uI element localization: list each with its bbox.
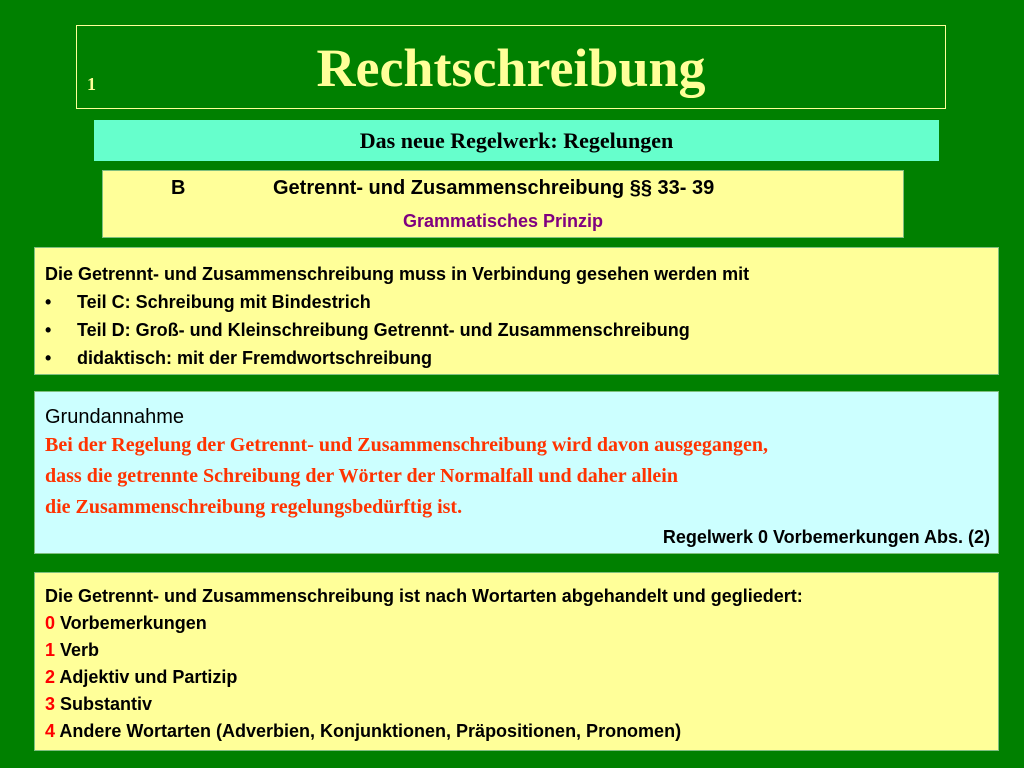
list-item-text: didaktisch: mit der Fremdwortschreibung (77, 348, 433, 368)
bullet-icon: • (45, 320, 52, 340)
list-item (45, 610, 988, 637)
item-text: Adjektiv und Partizip (55, 667, 238, 687)
related-parts-intro: Die Getrennt- und Zusammenschreibung muss in Verbindung gesehen werden mit (45, 264, 750, 284)
subtitle-bar: Das neue Regelwerk: Regelungen (94, 120, 939, 161)
title-frame (76, 25, 946, 109)
list-item (45, 691, 988, 718)
item-text: Vorbemerkungen (55, 613, 207, 633)
list-item (45, 344, 988, 372)
list-item-text: Teil C: Schreibung mit Bindestrich (77, 292, 371, 312)
section-letter: B (171, 177, 186, 199)
list-item (45, 637, 988, 664)
section-heading-line (103, 171, 903, 205)
page-title: Rechtschreibung (316, 38, 706, 98)
item-number: 3 (45, 694, 56, 714)
item-text: Verb (55, 640, 100, 660)
list-item (45, 316, 988, 344)
item-number: 0 (45, 613, 56, 633)
word-class-box (34, 572, 999, 751)
assumption-line: Bei der Regelung der Getrennt- und Zusammenschreibung wird davon ausgegangen, (45, 434, 769, 456)
list-item (45, 718, 988, 745)
related-parts-box (34, 247, 999, 375)
item-number: 1 (45, 640, 56, 660)
list-item (45, 664, 988, 691)
section-subheading: Grammatisches Prinzip (402, 211, 604, 231)
reference-note: Regelwerk 0 Vorbemerkungen Abs. (2) (662, 527, 990, 547)
list-item (45, 288, 988, 316)
item-number: 2 (45, 667, 56, 687)
assumption-line: dass die getrennte Schreibung der Wörter der Normalfall und daher allein (45, 465, 678, 487)
bullet-icon: • (45, 292, 52, 312)
list-item-text: Teil D: Groß- und Kleinschreibung Getrennt- und Zusammenschreibung (77, 320, 690, 340)
basic-assumption-box (34, 391, 999, 554)
bullet-icon: • (45, 348, 52, 368)
slide-number: 1 (87, 74, 96, 94)
section-box (102, 170, 904, 238)
word-class-intro: Die Getrennt- und Zusammenschreibung ist nach Wortarten abgehandelt und gegliedert: (45, 586, 803, 606)
item-text: Substantiv (55, 694, 153, 714)
item-number: 4 (45, 721, 56, 741)
section-heading: Getrennt- und Zusammenschreibung §§ 33- 39 (273, 177, 715, 199)
assumption-line: die Zusammenschreibung regelungsbedürftig ist. (45, 496, 463, 518)
item-text: Andere Wortarten (Adverbien, Konjunktionen, Präpositionen, Pronomen) (55, 721, 682, 741)
basic-assumption-heading: Grundannahme (45, 406, 184, 428)
